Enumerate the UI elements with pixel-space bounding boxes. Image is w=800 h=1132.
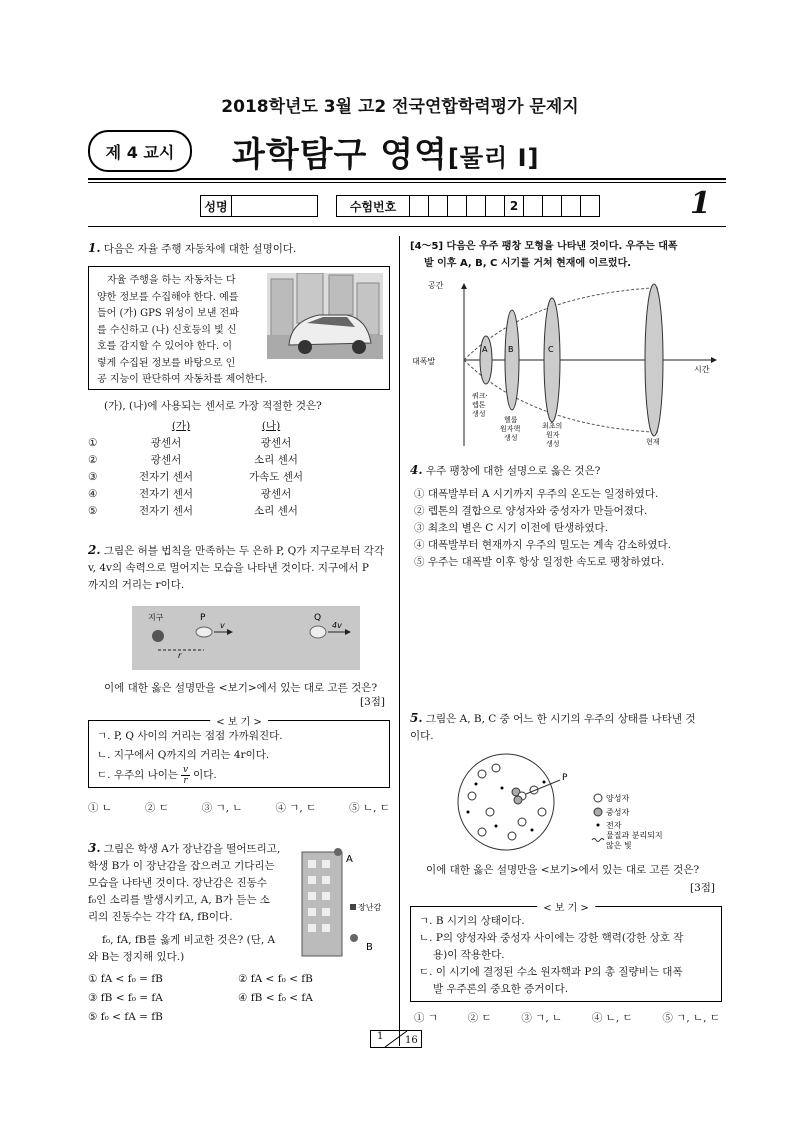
answer-choice[interactable]: ① ㄱ <box>414 1012 438 1024</box>
q2-stem-line: v, 4v의 속력으로 멀어지는 모습을 나타낸 것이다. 지구에서 P <box>88 562 369 574</box>
atom-label: 생성 <box>546 440 560 448</box>
choice-a: 전자기 센서 <box>138 471 194 483</box>
answer-choice[interactable]: ② ㄷ <box>144 802 169 814</box>
choice-b: 소리 센서 <box>254 454 298 466</box>
q1-choice-header <box>88 418 368 435</box>
helium-label: 헬륨 <box>504 416 518 424</box>
era-a-label: A <box>482 345 488 354</box>
q5-stem-line: 그림은 A, B, C 중 어느 한 시기의 우주의 상태를 나타낸 것 <box>425 713 696 725</box>
choice-number: ④ <box>88 488 98 500</box>
footer-total: 16 <box>405 1035 418 1046</box>
q5-bogi-box <box>410 903 722 1002</box>
helium-label: 생성 <box>504 434 518 442</box>
answer-choice[interactable]: ④ ㄴ, ㄷ <box>591 1012 633 1024</box>
bogi-item-text: ㄷ. 우주의 나이는 <box>97 769 179 781</box>
answer-choice[interactable]: ① ㄴ <box>88 802 112 814</box>
q45-intro-line: 발 이후 A, B, C 시기를 거쳐 현재에 이르렀다. <box>424 258 632 269</box>
page-number: 1 <box>690 186 711 221</box>
q5-stem <box>410 710 722 745</box>
legend-light: 않은 빛 <box>606 841 632 850</box>
q5-points: [3점] <box>690 882 716 894</box>
universe-expansion-figure <box>408 276 724 452</box>
bogi-item: ㄴ. 지구에서 Q까지의 거리는 4r이다. <box>97 749 270 761</box>
exam-number-field <box>336 195 600 217</box>
q1-stem-text: 다음은 자율 주행 자동차에 대한 설명이다. <box>103 243 297 255</box>
q2-stem-line: 까지의 거리는 r이다. <box>88 579 185 591</box>
exam-number-box[interactable] <box>410 195 429 217</box>
exam-number-box: 2 <box>505 195 524 217</box>
exam-number-box[interactable] <box>543 195 562 217</box>
choice-a: 전자기 센서 <box>138 505 194 517</box>
time-axis-label: 시간 <box>694 365 710 374</box>
answer-choice[interactable]: ⑤ f₀ < fA = fB <box>88 1011 163 1023</box>
column-divider <box>399 236 400 1046</box>
question-number: 4. <box>410 463 423 477</box>
fraction-numerator: v <box>183 765 189 775</box>
answer-choice[interactable]: ③ ㄱ, ㄴ <box>201 802 243 814</box>
passage-line: 공 지능이 판단하여 자동차를 제어한다. <box>97 374 268 385</box>
bogi-item-tail: 이다. <box>193 769 217 781</box>
q3-prompt-line: f₀, fA, fB를 옳게 비교한 것은? (단, A <box>102 934 276 946</box>
answer-choice[interactable]: ② ㄷ <box>467 1012 492 1024</box>
header-rule-thin <box>88 182 726 183</box>
galaxy-figure <box>132 606 360 670</box>
page-footer <box>370 1030 422 1048</box>
choice-b: 광센서 <box>260 488 292 500</box>
answer-choice[interactable]: ② fA < f₀ < fB <box>238 973 313 985</box>
choice-a: 광센서 <box>150 437 182 449</box>
name-label: 성명 <box>200 195 232 217</box>
q1-choice[interactable] <box>88 503 368 520</box>
bigbang-label: 대폭발 <box>412 357 436 366</box>
exam-number-box[interactable] <box>581 195 600 217</box>
answer-choice[interactable]: ① fA < f₀ = fB <box>88 973 163 985</box>
q1-choices <box>88 418 368 520</box>
answer-choice[interactable]: ④ 대폭발부터 현재까지 우주의 밀도는 계속 감소하였다. <box>414 539 672 551</box>
q2-bogi-list <box>97 727 283 786</box>
student-b-icon <box>350 934 358 942</box>
galaxy-p-label: P <box>200 613 206 623</box>
q1-passage-box <box>88 266 390 390</box>
earth-label: 지구 <box>148 613 164 622</box>
subject-sub: [물리 Ⅰ] <box>447 144 540 172</box>
bogi-title: < 보 기 > <box>537 899 595 914</box>
choice-number: ③ <box>88 471 98 483</box>
quark-label: 렙톤 <box>472 401 486 409</box>
q1-choice[interactable] <box>88 486 368 503</box>
era-b-ellipse <box>505 310 519 410</box>
choice-b: 소리 센서 <box>254 505 298 517</box>
answer-choice[interactable]: ③ ㄱ, ㄴ <box>521 1012 563 1024</box>
name-field <box>200 195 318 217</box>
space-axis-label: 공간 <box>428 281 444 290</box>
q4-stem <box>410 462 600 480</box>
bogi-item: ㄷ. 이 시기에 결정된 수소 원자핵과 P의 총 질량비는 대폭 <box>419 966 683 978</box>
answer-choice[interactable]: ③ 최초의 별은 C 시기 이전에 탄생하였다. <box>414 522 609 534</box>
building-figure <box>296 846 390 958</box>
question-number: 5. <box>410 711 423 725</box>
velocity-4v-label: 4v <box>332 621 342 630</box>
answer-choice[interactable]: ⑤ ㄴ, ㄷ <box>349 802 390 814</box>
fraction-denominator: r <box>183 776 188 786</box>
bogi-item: ㄱ. B 시기의 상태이다. <box>419 915 525 927</box>
light-legend-icon <box>592 839 604 842</box>
subject-main: 과학탐구 영역 <box>232 135 448 175</box>
bogi-item: 용)이 작용한다. <box>433 949 505 961</box>
subject-title <box>232 127 540 176</box>
q5-bogi-list <box>419 913 715 998</box>
exam-number-label: 수험번호 <box>336 195 410 217</box>
passage-line: 호를 감지할 수 있어야 한다. 이 <box>97 341 232 352</box>
q3-stem-line: f₀인 소리를 발생시키고, A, B가 듣는 소 <box>88 894 270 906</box>
q5-prompt: 이에 대한 옳은 설명만을 <보기>에서 있는 대로 고른 것은? <box>426 864 700 876</box>
q1-choice[interactable] <box>88 435 368 452</box>
universe-circle <box>458 754 554 850</box>
q2-stem-line: 그림은 허블 법칙을 만족하는 두 은하 P, Q가 지구로부터 각각 <box>103 545 385 557</box>
student-b-label: B <box>366 942 373 953</box>
exam-number-box[interactable] <box>524 195 543 217</box>
footer-page: 1 <box>377 1031 384 1042</box>
question-number: 1. <box>88 241 101 255</box>
question-number: 3. <box>88 841 101 855</box>
info-rule <box>88 226 726 227</box>
col-a-label: (가) <box>171 420 191 432</box>
exam-number-box[interactable] <box>562 195 581 217</box>
self-driving-car-image <box>267 273 383 359</box>
q3-stem <box>88 840 318 966</box>
bogi-item: 발 우주론의 중요한 증거이다. <box>433 983 569 995</box>
legend-proton: 양성자 <box>606 794 630 803</box>
q45-intro-line: [4～5] 다음은 우주 팽창 모형을 나타낸 것이다. 우주는 대폭 <box>410 241 678 252</box>
q3-stem-line: 그림은 학생 A가 장난감을 떨어뜨리고, <box>103 843 281 855</box>
legend-electron: 전자 <box>606 821 622 830</box>
choice-b: 광센서 <box>260 437 292 449</box>
fraction <box>181 765 190 786</box>
q1-passage <box>97 273 267 389</box>
name-box[interactable] <box>232 195 318 217</box>
answer-choice[interactable]: ④ fB < f₀ < fA <box>238 992 313 1004</box>
passage-line: 를 수신하고 (나) 신호등의 빛 신 <box>97 324 237 336</box>
early-universe-figure <box>452 752 702 852</box>
bogi-item: ㄴ. P의 양성자와 중성자 사이에는 강한 핵력(강한 상호 작 <box>419 932 684 944</box>
q5-choices <box>414 1010 720 1027</box>
exam-number-box[interactable] <box>467 195 486 217</box>
legend-light: 물질과 분리되지 <box>606 831 663 840</box>
p-label: P <box>562 773 568 783</box>
q2-bogi-box <box>88 717 390 788</box>
neutron-legend-icon <box>594 808 602 816</box>
exam-title: 2018학년도 3월 고2 전국연합학력평가 문제지 <box>221 97 579 117</box>
q2-stem <box>88 542 390 594</box>
q3-stem-line: 학생 B가 이 장난감을 잡으려고 기다리는 <box>88 860 275 872</box>
q3-stem-line: 리의 진동수는 각각 fA, fB이다. <box>88 911 233 923</box>
legend-neutron: 중성자 <box>606 808 630 817</box>
era-c-label: C <box>548 345 554 354</box>
col-b-label: (나) <box>261 420 281 432</box>
q5-stem-line: 이다. <box>410 730 434 742</box>
distance-r-label: r <box>178 651 182 660</box>
q1-prompt: (가), (나)에 사용되는 센서로 가장 적절한 것은? <box>104 400 322 412</box>
galaxy-p-icon <box>196 627 212 637</box>
answer-choice[interactable]: ⑤ ㄱ, ㄴ, ㄷ <box>662 1012 720 1024</box>
q2-points: [3점] <box>360 696 386 708</box>
velocity-v-label: v <box>220 621 225 630</box>
now-label: 현재 <box>646 438 660 446</box>
q2-prompt: 이에 대한 옳은 설명만을 <보기>에서 있는 대로 고른 것은? <box>104 682 378 694</box>
toy-label: 장난감 <box>358 903 382 912</box>
student-a-label: A <box>346 854 353 865</box>
exam-number-box[interactable] <box>486 195 505 217</box>
passage-line: 들어 (가) GPS 위성이 보낸 전파 <box>97 308 239 319</box>
quark-label: 생성 <box>472 410 486 418</box>
choice-number: ⑤ <box>88 505 98 517</box>
question-number: 2. <box>88 543 101 557</box>
passage-line: 자율 주행을 하는 자동차는 다 <box>107 275 236 286</box>
answer-choice[interactable]: ③ fB < f₀ = fA <box>88 992 163 1004</box>
q2-choices <box>88 800 390 817</box>
q4-stem-text: 우주 팽창에 대한 설명으로 옳은 것은? <box>425 465 601 477</box>
choice-number: ① <box>88 437 98 449</box>
q3-stem-line: 모습을 나타낸 것이다. 장난감은 진동수 <box>88 877 267 889</box>
q1-choice[interactable] <box>88 469 368 486</box>
electron-legend-icon <box>597 824 600 827</box>
answer-choice[interactable]: ① 대폭발부터 A 시기까지 우주의 온도는 일정하였다. <box>414 488 659 500</box>
atom-label: 원자 <box>546 431 560 439</box>
q1-stem <box>88 240 296 258</box>
choice-b: 가속도 센서 <box>248 471 304 483</box>
choice-a: 광센서 <box>150 454 182 466</box>
exam-number-box[interactable] <box>448 195 467 217</box>
choice-number: ② <box>88 454 98 466</box>
helium-label: 원자핵 <box>500 425 521 433</box>
bogi-item <box>97 765 283 786</box>
passage-line: 렇게 수집된 정보를 바탕으로 인 <box>97 357 236 369</box>
era-b-label: B <box>508 345 514 354</box>
exam-number-box[interactable] <box>429 195 448 217</box>
galaxy-q-icon <box>310 626 326 638</box>
passage-line: 양한 정보를 수집해야 한다. 예를 <box>97 291 239 303</box>
q45-intro <box>410 238 720 272</box>
proton-legend-icon <box>594 794 602 802</box>
quark-label: 쿼크· <box>472 392 488 400</box>
q1-choice[interactable] <box>88 452 368 469</box>
earth-icon <box>152 630 164 642</box>
era-a-ellipse <box>480 336 492 384</box>
header-rule <box>88 178 726 180</box>
choice-a: 전자기 센서 <box>138 488 194 500</box>
q3-prompt-line: 와 B는 정지해 있다.) <box>88 951 185 963</box>
q4-choices <box>414 486 724 571</box>
galaxy-q-label: Q <box>314 613 322 623</box>
q3-choices <box>88 970 390 1027</box>
answer-choice[interactable]: ④ ㄱ, ㄷ <box>275 802 317 814</box>
answer-choice[interactable]: ⑤ 우주는 대폭발 이후 항상 일정한 속도로 팽창하였다. <box>414 556 665 568</box>
toy-icon <box>350 904 356 910</box>
bogi-title: < 보 기 > <box>210 713 268 728</box>
era-c-ellipse <box>544 298 560 422</box>
atom-label: 최초의 <box>542 422 563 430</box>
answer-choice[interactable]: ② 렙톤의 결합으로 양성자와 중성자가 만들어졌다. <box>414 505 648 517</box>
bogi-item: ㄱ. P, Q 사이의 거리는 점점 가까워진다. <box>97 730 283 742</box>
era-now-ellipse <box>645 284 663 436</box>
period-badge: 제 4 교시 <box>88 130 192 172</box>
student-a-icon <box>334 848 342 856</box>
